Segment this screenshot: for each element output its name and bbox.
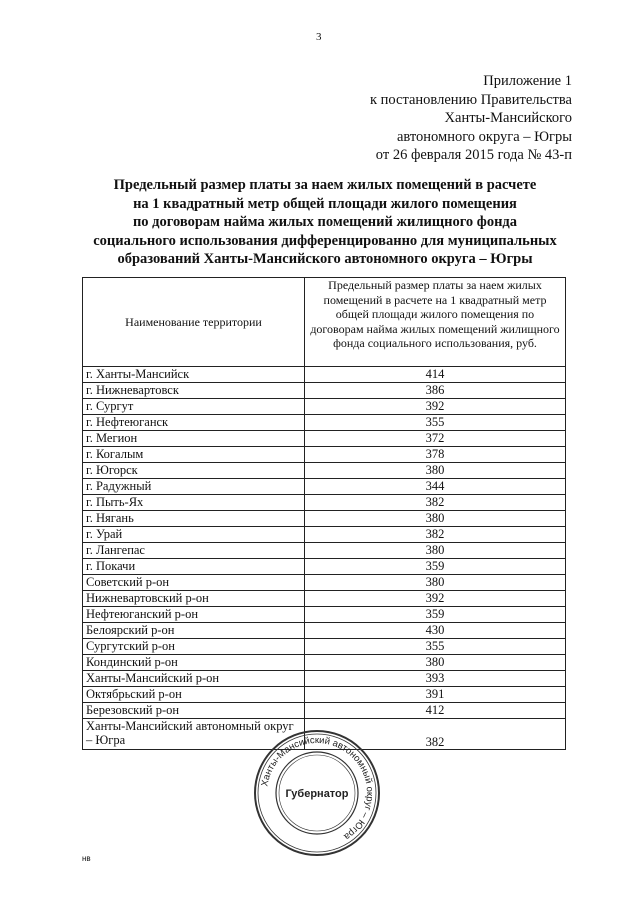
table-row xyxy=(83,575,566,591)
title-line: на 1 квадратный метр общей площади жилого помещения xyxy=(133,195,517,212)
table-row xyxy=(83,367,566,383)
territory-name: г. Когалым xyxy=(83,447,305,463)
rate-value: 372 xyxy=(305,431,566,447)
rate-value: 393 xyxy=(305,671,566,687)
rate-value: 380 xyxy=(305,463,566,479)
appendix-line: к постановлению Правительства xyxy=(370,91,572,108)
rate-value: 380 xyxy=(305,655,566,671)
table-row xyxy=(83,463,566,479)
table-row xyxy=(83,559,566,575)
territory-name: г. Покачи xyxy=(83,559,305,575)
territory-name: Нефтеюганский р-он xyxy=(83,607,305,623)
rate-value: 344 xyxy=(305,479,566,495)
table-row xyxy=(83,415,566,431)
table-row xyxy=(83,479,566,495)
page-number: 3 xyxy=(316,31,322,43)
rate-value: 378 xyxy=(305,447,566,463)
seal-center-text: Губернатор xyxy=(285,788,349,800)
territory-name: Кондинский р-он xyxy=(83,655,305,671)
rate-value: 412 xyxy=(305,703,566,719)
table-row xyxy=(83,383,566,399)
table-row xyxy=(83,527,566,543)
table-row xyxy=(83,543,566,559)
table-row xyxy=(83,495,566,511)
title-line: по договорам найма жилых помещений жилищного фонда xyxy=(132,214,518,230)
title-line: Предельный размер платы за наем жилых помещений в расчете xyxy=(113,177,537,193)
table-row xyxy=(83,703,566,719)
rate-value: 392 xyxy=(305,591,566,607)
table-row xyxy=(83,591,566,607)
title-line: образований Ханты-Мансийского автономного округа – Югры xyxy=(117,251,533,267)
table-row xyxy=(83,687,566,703)
table-row xyxy=(83,671,566,687)
territory-name: г. Нефтеюганск xyxy=(83,415,305,431)
table-row xyxy=(83,607,566,623)
rate-value: 382 xyxy=(305,527,566,543)
territory-name: г. Ханты-Мансийск xyxy=(83,367,305,383)
title-line: социального использования дифференцированно для муниципальных xyxy=(93,232,557,249)
territory-name: г. Югорск xyxy=(83,463,305,479)
territory-name: Советский р-он xyxy=(83,575,305,591)
territory-name: г. Урай xyxy=(83,527,305,543)
rate-value: 386 xyxy=(305,383,566,399)
territory-name: г. Пыть-Ях xyxy=(83,495,305,511)
rate-value: 355 xyxy=(305,415,566,431)
rate-value: 359 xyxy=(305,559,566,575)
rates-table xyxy=(82,277,566,750)
rate-value: 392 xyxy=(305,399,566,415)
territory-name: г. Радужный xyxy=(83,479,305,495)
territory-name: Октябрьский р-он xyxy=(83,687,305,703)
territory-name: Нижневартовский р-он xyxy=(83,591,305,607)
territory-name: г. Сургут xyxy=(83,399,305,415)
rate-value: 414 xyxy=(305,367,566,383)
appendix-line: от 26 февраля 2015 года № 43-п xyxy=(375,147,572,163)
table-row xyxy=(83,447,566,463)
table-row xyxy=(83,511,566,527)
territory-name: Белоярский р-он xyxy=(83,623,305,639)
rate-value: 382 xyxy=(305,495,566,511)
territory-name: Ханты-Мансийский р-он xyxy=(83,671,305,687)
rate-value: 391 xyxy=(305,687,566,703)
appendix-line: Ханты-Мансийского xyxy=(444,110,572,126)
rate-value: 359 xyxy=(305,607,566,623)
document-title xyxy=(70,176,580,269)
table-row xyxy=(83,639,566,655)
rate-value: 380 xyxy=(305,543,566,559)
rate-value: 380 xyxy=(305,511,566,527)
executor-initials: нв xyxy=(82,854,91,863)
territory-name: г. Мегион xyxy=(83,431,305,447)
territory-name: г. Лангепас xyxy=(83,543,305,559)
table-header-row xyxy=(83,278,566,367)
territory-name: г. Нягань xyxy=(83,511,305,527)
seal-ring-text: Ханты-Мансийский автономный округ – Югра xyxy=(259,734,376,843)
territory-name: Сургутский р-он xyxy=(83,639,305,655)
territory-name: Ханты-Мансийский автономный округ – Югра xyxy=(83,719,305,750)
rate-value: 430 xyxy=(305,623,566,639)
table-row xyxy=(83,623,566,639)
rate-value: 382 xyxy=(305,719,566,750)
territory-name: г. Нижневартовск xyxy=(83,383,305,399)
table-row xyxy=(83,431,566,447)
table-row xyxy=(83,399,566,415)
header-max-rate: Предельный размер платы за наем жилых помещений в расчете на 1 квадратный метр общей площади жилого помещения по договорам найма жилых помещений жилищного фонда социального использования, руб. xyxy=(305,278,566,367)
seal-graphic xyxy=(252,728,382,858)
header-territory: Наименование территории xyxy=(83,278,305,367)
appendix-block xyxy=(292,72,572,165)
territory-name: Березовский р-он xyxy=(83,703,305,719)
rate-value: 380 xyxy=(305,575,566,591)
rate-value: 355 xyxy=(305,639,566,655)
governor-seal xyxy=(252,728,382,858)
table-row xyxy=(83,655,566,671)
appendix-line: Приложение 1 xyxy=(483,73,572,89)
appendix-line: автономного округа – Югры xyxy=(396,128,572,145)
